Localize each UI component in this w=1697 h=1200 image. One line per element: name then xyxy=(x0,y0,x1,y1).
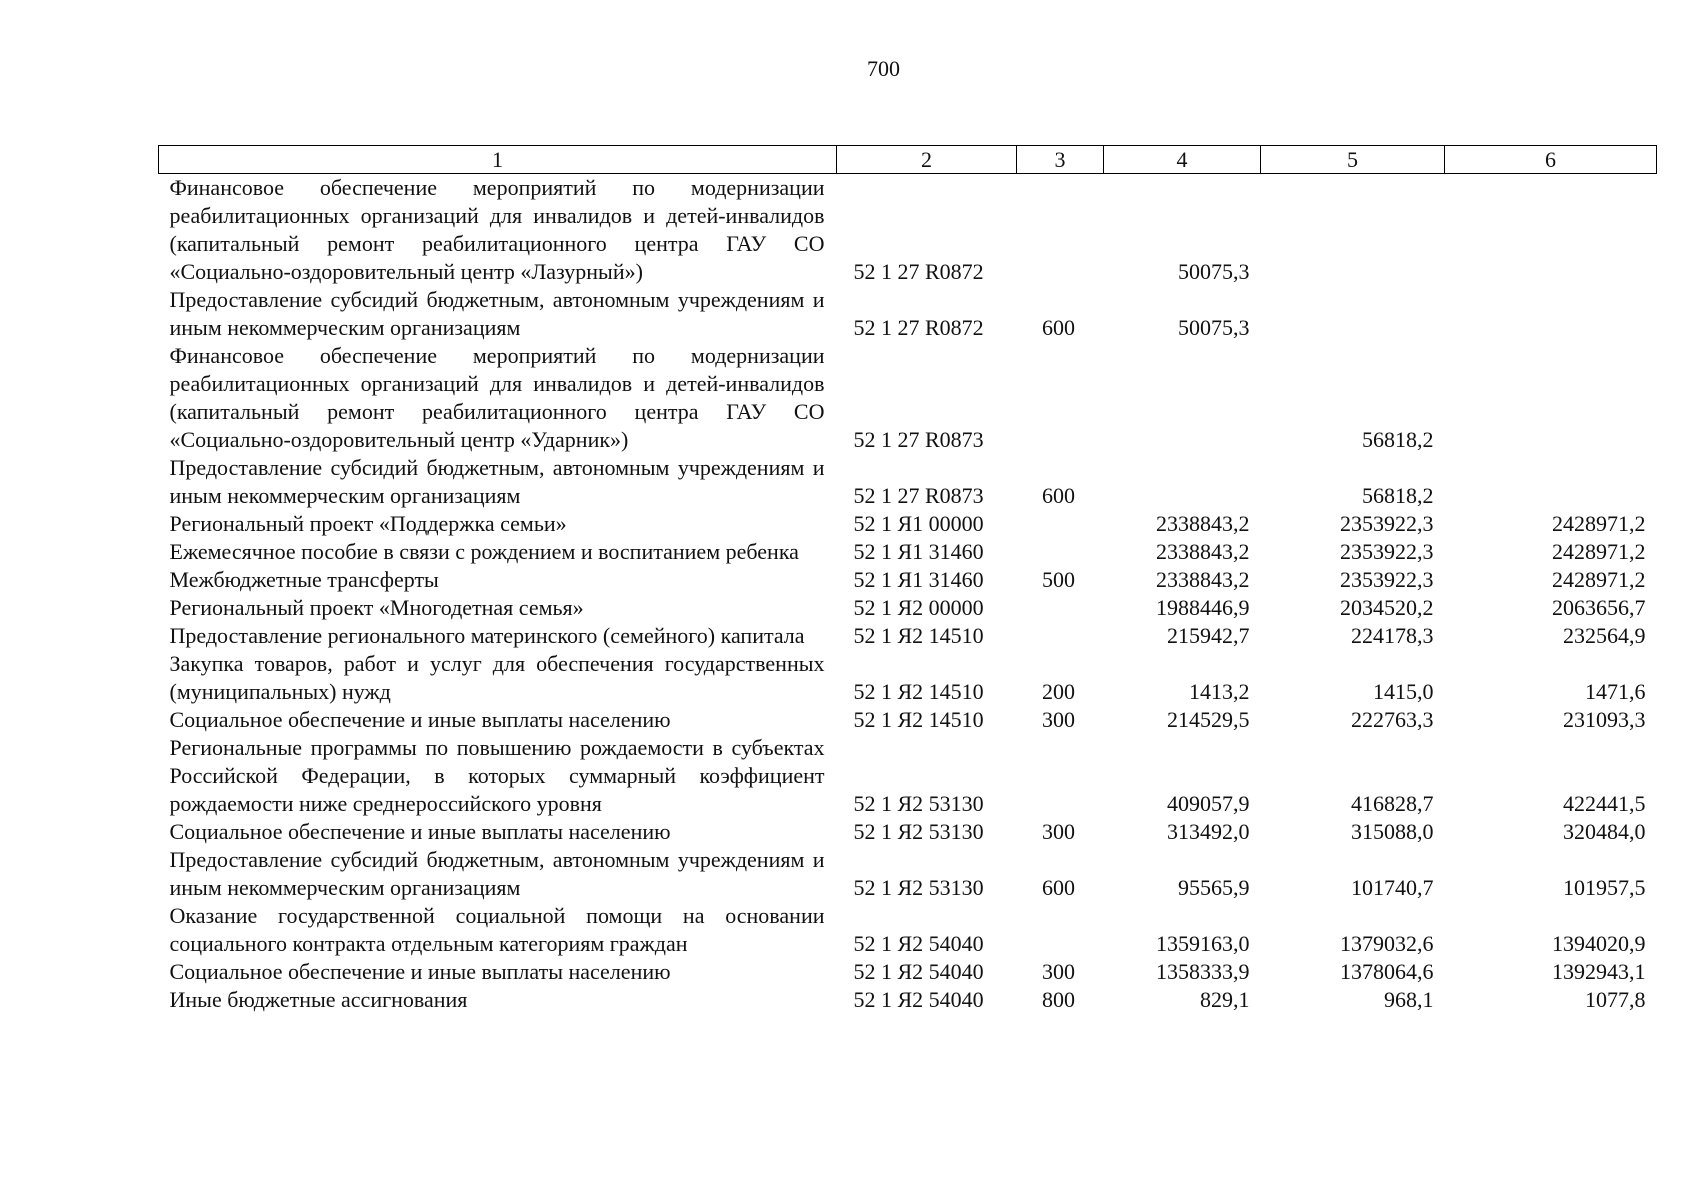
row-value-col6 xyxy=(1445,174,1657,287)
row-value-col4 xyxy=(1104,342,1261,454)
row-value-col6: 101957,5 xyxy=(1563,875,1646,900)
table-row xyxy=(159,706,1657,734)
row-name: Оказание государственной социальной помощи на основании социального контракта отдельным категориям граждан xyxy=(169,903,825,956)
row-value-col4: 2338843,2 xyxy=(1156,567,1250,592)
table-row xyxy=(159,650,1657,706)
table-row xyxy=(159,538,1657,566)
row-name: Финансовое обеспечение мероприятий по модернизации реабилитационных организаций для инвалидов и детей-инвалидов (капитальный ремонт реабилитационного центра ГАУ СО «Социально-оздоровительный центр «Лазурный») xyxy=(169,175,825,284)
table-row xyxy=(159,594,1657,622)
table-row xyxy=(159,454,1657,510)
row-expense-type xyxy=(1017,538,1104,566)
row-value-col5: 1415,0 xyxy=(1373,679,1434,704)
row-value-col6: 232564,9 xyxy=(1563,623,1646,648)
table-row xyxy=(159,174,1657,287)
row-name: Предоставление субсидий бюджетным, автономным учреждениям и иным некоммерческим организациям xyxy=(169,287,825,340)
row-value-col4: 95565,9 xyxy=(1178,875,1250,900)
row-value-col6: 231093,3 xyxy=(1563,707,1646,732)
row-code: 52 1 Я2 53130 xyxy=(853,819,984,844)
row-value-col5: 101740,7 xyxy=(1351,875,1434,900)
row-code: 52 1 Я2 14510 xyxy=(853,707,984,732)
row-value-col4: 215942,7 xyxy=(1167,623,1250,648)
table-row xyxy=(159,286,1657,342)
row-expense-type: 300 xyxy=(1042,707,1075,732)
row-name: Межбюджетные трансферты xyxy=(169,567,439,592)
row-code: 52 1 Я2 54040 xyxy=(853,959,984,984)
row-value-col5 xyxy=(1261,174,1445,287)
row-value-col6 xyxy=(1445,286,1657,342)
row-value-col4: 409057,9 xyxy=(1167,791,1250,816)
row-code: 52 1 Я2 54040 xyxy=(853,931,984,956)
row-code: 52 1 Я2 53130 xyxy=(853,791,984,816)
row-value-col4: 50075,3 xyxy=(1178,315,1250,340)
row-value-col5: 222763,3 xyxy=(1351,707,1434,732)
row-name: Региональные программы по повышению рождаемости в субъектах Российской Федерации, в которых суммарный коэффициент рождаемости ниже среднероссийского уровня xyxy=(169,735,825,816)
page-number: 700 xyxy=(867,56,900,81)
row-expense-type xyxy=(1017,594,1104,622)
row-value-col4: 214529,5 xyxy=(1167,707,1250,732)
row-value-col4: 1358333,9 xyxy=(1156,959,1250,984)
row-expense-type: 600 xyxy=(1042,315,1075,340)
row-name: Предоставление субсидий бюджетным, автономным учреждениям и иным некоммерческим организациям xyxy=(169,455,825,508)
row-value-col5: 315088,0 xyxy=(1351,819,1434,844)
row-value-col5: 2034520,2 xyxy=(1340,595,1434,620)
row-expense-type: 200 xyxy=(1042,679,1075,704)
row-value-col6 xyxy=(1445,454,1657,510)
row-value-col4: 2338843,2 xyxy=(1156,511,1250,536)
row-name: Социальное обеспечение и иные выплаты населению xyxy=(169,819,671,844)
row-value-col4: 50075,3 xyxy=(1178,259,1250,284)
row-value-col5: 2353922,3 xyxy=(1340,539,1434,564)
column-header: 1 xyxy=(159,146,837,174)
row-value-col4: 1359163,0 xyxy=(1156,931,1250,956)
row-value-col4: 1413,2 xyxy=(1189,679,1250,704)
row-code: 52 1 Я2 14510 xyxy=(853,623,984,648)
row-code: 52 1 27 R0872 xyxy=(853,315,984,340)
row-value-col5: 56818,2 xyxy=(1362,483,1434,508)
row-name: Финансовое обеспечение мероприятий по модернизации реабилитационных организаций для инвалидов и детей-инвалидов (капитальный ремонт реабилитационного центра ГАУ СО «Социально-оздоровительный центр «Ударник») xyxy=(169,343,825,452)
column-header: 4 xyxy=(1104,146,1261,174)
table-row xyxy=(159,902,1657,958)
row-expense-type: 600 xyxy=(1042,483,1075,508)
column-header: 2 xyxy=(837,146,1017,174)
row-value-col5 xyxy=(1261,286,1445,342)
row-value-col5: 2353922,3 xyxy=(1340,567,1434,592)
table-row xyxy=(159,818,1657,846)
row-expense-type xyxy=(1017,342,1104,454)
table-body xyxy=(159,174,1657,1015)
row-expense-type xyxy=(1017,510,1104,538)
row-value-col6: 1471,6 xyxy=(1585,679,1646,704)
row-code: 52 1 Я2 00000 xyxy=(853,595,984,620)
row-expense-type: 300 xyxy=(1042,959,1075,984)
column-header: 3 xyxy=(1017,146,1104,174)
header-row xyxy=(159,146,1657,174)
row-value-col5: 416828,7 xyxy=(1351,791,1434,816)
row-name: Предоставление субсидий бюджетным, автономным учреждениям и иным некоммерческим организациям xyxy=(169,847,825,900)
row-name: Региональный проект «Многодетная семья» xyxy=(169,595,584,620)
table-row xyxy=(159,342,1657,454)
row-name: Ежемесячное пособие в связи с рождением и воспитанием ребенка xyxy=(169,539,799,564)
row-name: Социальное обеспечение и иные выплаты населению xyxy=(169,959,671,984)
table-row xyxy=(159,622,1657,650)
row-code: 52 1 Я1 31460 xyxy=(853,539,984,564)
row-expense-type: 600 xyxy=(1042,875,1075,900)
row-name: Иные бюджетные ассигнования xyxy=(169,987,468,1012)
table-row xyxy=(159,986,1657,1014)
row-code: 52 1 27 R0872 xyxy=(853,259,984,284)
row-expense-type: 500 xyxy=(1042,567,1075,592)
row-code: 52 1 27 R0873 xyxy=(853,483,984,508)
row-value-col6: 422441,5 xyxy=(1563,791,1646,816)
row-name: Социальное обеспечение и иные выплаты населению xyxy=(169,707,671,732)
row-expense-type xyxy=(1017,622,1104,650)
row-value-col6: 2428971,2 xyxy=(1552,539,1646,564)
row-value-col6: 2428971,2 xyxy=(1552,511,1646,536)
budget-table xyxy=(158,145,1657,1014)
column-header: 6 xyxy=(1445,146,1657,174)
row-value-col4: 829,1 xyxy=(1200,987,1250,1012)
row-code: 52 1 Я1 31460 xyxy=(853,567,984,592)
row-value-col5: 224178,3 xyxy=(1351,623,1434,648)
column-header: 5 xyxy=(1261,146,1445,174)
row-value-col6: 2428971,2 xyxy=(1552,567,1646,592)
row-expense-type xyxy=(1017,174,1104,287)
row-value-col5: 56818,2 xyxy=(1362,427,1434,452)
table-row xyxy=(159,846,1657,902)
row-value-col6 xyxy=(1445,342,1657,454)
table-row xyxy=(159,510,1657,538)
table-row xyxy=(159,734,1657,818)
row-expense-type xyxy=(1017,902,1104,958)
row-name: Закупка товаров, работ и услуг для обеспечения государственных (муниципальных) нужд xyxy=(169,651,825,704)
row-name: Предоставление регионального материнского (семейного) капитала xyxy=(169,623,805,648)
row-value-col6: 1392943,1 xyxy=(1552,959,1646,984)
row-value-col6: 2063656,7 xyxy=(1552,595,1646,620)
row-expense-type: 800 xyxy=(1042,987,1075,1012)
row-code: 52 1 Я2 53130 xyxy=(853,875,984,900)
row-code: 52 1 27 R0873 xyxy=(853,427,984,452)
row-value-col4 xyxy=(1104,454,1261,510)
row-value-col4: 2338843,2 xyxy=(1156,539,1250,564)
row-value-col5: 2353922,3 xyxy=(1340,511,1434,536)
row-value-col5: 1378064,6 xyxy=(1340,959,1434,984)
row-value-col4: 1988446,9 xyxy=(1156,595,1250,620)
table-row xyxy=(159,958,1657,986)
row-code: 52 1 Я2 54040 xyxy=(853,987,984,1012)
row-value-col4: 313492,0 xyxy=(1167,819,1250,844)
row-value-col5: 968,1 xyxy=(1384,987,1434,1012)
row-code: 52 1 Я2 14510 xyxy=(853,679,984,704)
row-expense-type xyxy=(1017,734,1104,818)
row-value-col6: 1394020,9 xyxy=(1552,931,1646,956)
row-value-col6: 320484,0 xyxy=(1563,819,1646,844)
row-name: Региональный проект «Поддержка семьи» xyxy=(169,511,567,536)
row-value-col6: 1077,8 xyxy=(1585,987,1646,1012)
row-code: 52 1 Я1 00000 xyxy=(853,511,984,536)
row-expense-type: 300 xyxy=(1042,819,1075,844)
row-value-col5: 1379032,6 xyxy=(1340,931,1434,956)
table-row xyxy=(159,566,1657,594)
